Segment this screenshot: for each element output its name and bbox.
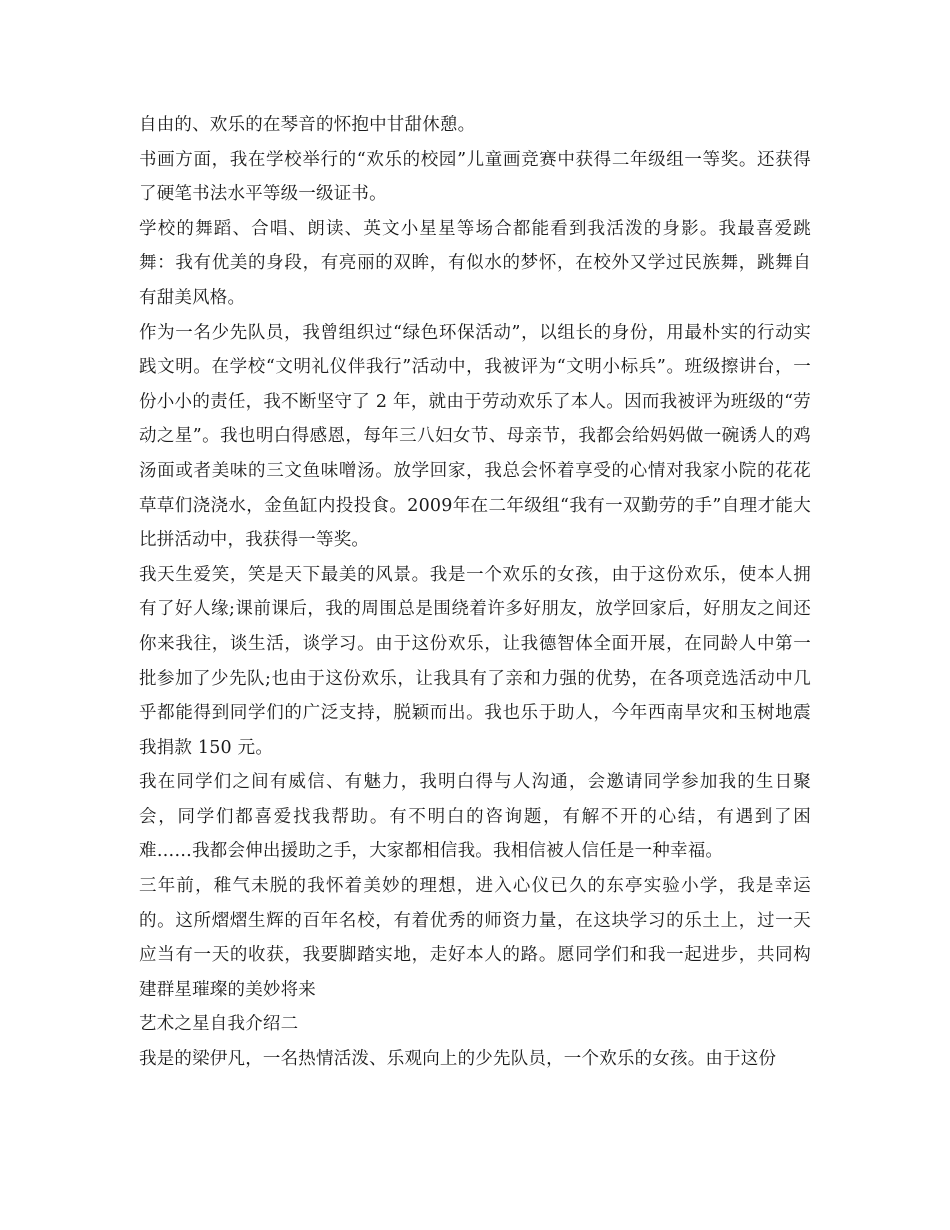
paragraph-young-pioneer: 作为一名少先队员，我曾组织过“绿色环保活动”，以组长的身份，用最朴实的行动实践文明。在学校“文明礼仪伴我行”活动中，我被评为“文明小标兵”。班级擦讲台，一份小小的责任，我不断坚守了 2 年，就由于劳动欢乐了本人。因而我被评为班级的“劳动之星”。我也明白得感恩，每年三八妇女节、母亲节，我都会给妈妈做一碗诱人的鸡汤面或者美味的三文鱼味噌汤。放学回家，我总会怀着享受的心情对我家小院的花花草草们浇浇水，金鱼缸内投投食。2009年在二年级组“我有一双勤劳的手”自理才能大比拼活动中，我获得一等奖。 bbox=[139, 322, 811, 551]
paragraph-dance: 学校的舞蹈、合唱、朗读、英文小星星等场合都能看到我活泼的身影。我最喜爱跳舞：我有优美的身段，有亮丽的双眸，有似水的梦怀，在校外又学过民族舞，跳舞自有甜美风格。 bbox=[139, 218, 811, 308]
section-heading: 艺术之星自我介绍二 bbox=[139, 1014, 299, 1035]
paragraph-smile: 我天生爱笑，笑是天下最美的风景。我是一个欢乐的女孩，由于这份欢乐，使本人拥有了好人缘;课前课后，我的周围总是围绕着许多好朋友，放学回家后，好朋友之间还你来我往，谈生活，谈学习。由于这份欢乐，让我德智体全面开展，在同龄人中第一批参加了少先队;也由于这份欢乐，让我具有了亲和力强的优势，在各项竞选活动中几乎都能得到同学们的广泛支持，脱颖而出。我也乐于助人，今年西南旱灾和玉树地震我捐款 150 元。 bbox=[139, 564, 811, 758]
paragraph-calligraphy-painting: 书画方面，我在学校举行的“欢乐的校园”儿童画竞赛中获得二年级组一等奖。还获得了硬笔书法水平等级一级证书。 bbox=[139, 149, 811, 205]
paragraph-prestige: 我在同学们之间有威信、有魅力，我明白得与人沟通，会邀请同学参加我的生日聚会，同学们都喜爱找我帮助。有不明白的咨询题，有解不开的心结，有遇到了困难……我都会伸出援助之手，大家都相信我。我相信被人信任是一种幸福。 bbox=[139, 772, 811, 862]
paragraph-intro-two: 我是的梁伊凡，一名热情活泼、乐观向上的少先队员，一个欢乐的女孩。由于这份 bbox=[139, 1049, 777, 1070]
document-body bbox=[139, 108, 811, 1077]
paragraph-school: 三年前，稚气未脱的我怀着美妙的理想，进入心仪已久的东亭实验小学，我是幸运的。这所熠熠生辉的百年名校，有着优秀的师资力量，在这块学习的乐土上，过一天应当有一天的收获，我要脚踏实地，走好本人的路。愿同学们和我一起进步，共同构建群星璀璨的美妙将来 bbox=[139, 876, 811, 1000]
paragraph-piano: 自由的、欢乐的在琴音的怀抱中甘甜休憩。 bbox=[139, 115, 476, 135]
